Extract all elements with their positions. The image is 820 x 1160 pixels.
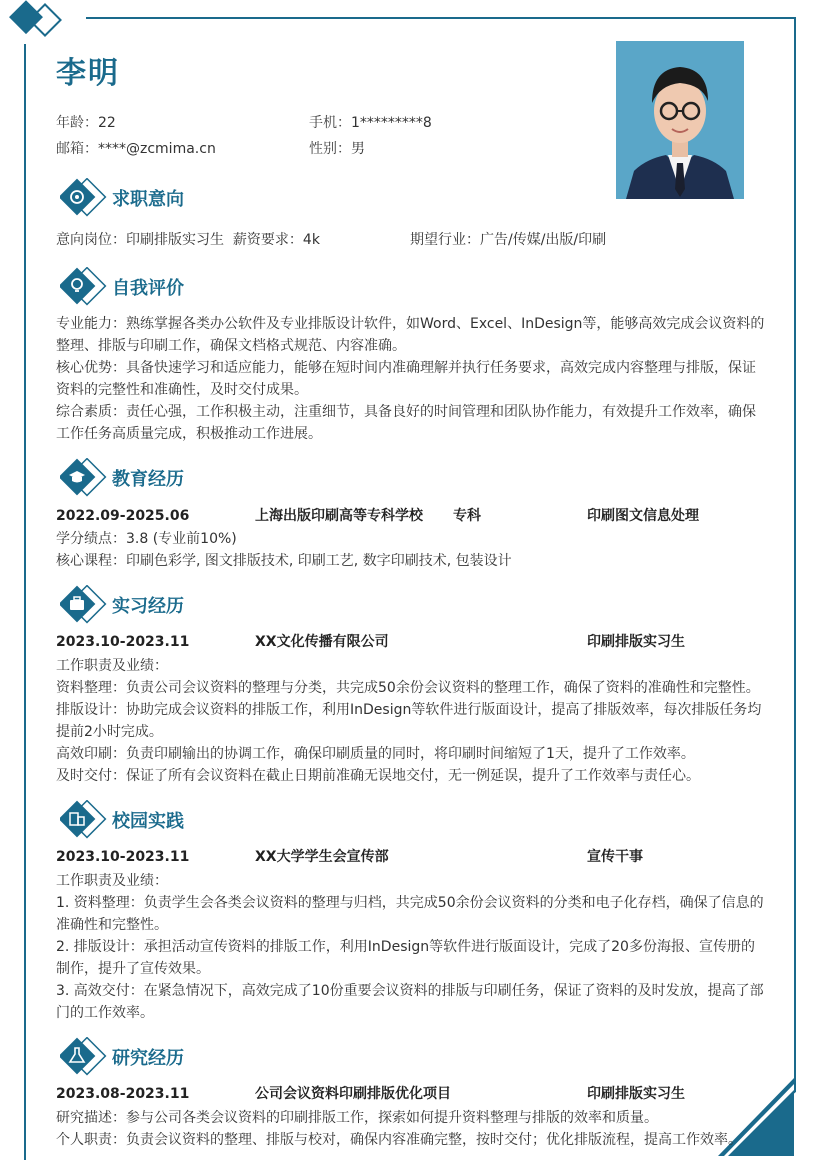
person-portrait-icon [616,41,744,199]
internship-intro: 工作职责及业绩： [56,658,168,674]
gender-value: 男 [351,141,365,157]
education-gpa: 学分绩点：3.8 (专业前10%) [56,531,237,547]
section-title-research: 研究经历 [112,1048,184,1069]
lightbulb-icon [60,267,108,307]
internship-item: 排版设计：协助完成会议资料的排版工作，利用InDesign等软件进行版面设计，提高了排版效率，每次排版任务均提前2小时完成。 [56,702,762,740]
frame-left-line [24,44,26,1160]
industry-label: 期望行业： [410,232,480,248]
email-label: 邮箱： [56,141,98,157]
salary-label: 薪资要求： [232,232,303,248]
campus-item: 1. 资料整理：负责学生会各类会议资料的整理与归档，共完成50余份会议资料的分类和电子化存档，确保了信息的准确性和完整性。 [56,895,764,933]
education-degree: 专科 [453,508,481,524]
profile-photo [616,41,744,199]
campus-intro: 工作职责及业绩： [56,873,168,889]
internship-body [56,655,768,787]
self-eval-paragraph: 综合素质：责任心强，工作积极主动，注重细节，具备良好的时间管理和团队协作能力，有效提升工作效率，确保工作任务高质量完成，积极推动工作进展。 [56,404,756,442]
education-major: 印刷图文信息处理 [587,508,699,524]
industry-value: 广告/传媒/出版/印刷 [480,232,607,248]
section-title-campus: 校园实践 [112,811,184,832]
position-value: 印刷排版实习生 [126,232,224,248]
gender-label: 性别： [309,141,351,157]
section-header-research [60,1038,184,1076]
age-value: 22 [98,115,116,131]
phone-value: 1*********8 [351,115,432,131]
section-title-education: 教育经历 [112,469,184,490]
email-value: ****@zcmima.cn [98,141,216,157]
self-eval-paragraph: 核心优势：具备快速学习和适应能力，能够在短时间内准确理解并执行任务要求，高效完成内容整理与排版，保证资料的完整性和准确性，及时交付成果。 [56,360,756,398]
gender-field [309,138,365,158]
section-title-objective: 求职意向 [112,189,184,210]
section-header-education [60,459,184,497]
section-title-internship: 实习经历 [112,596,184,617]
campus-body [56,870,768,1024]
internship-company: XX文化传播有限公司 [255,634,389,650]
flask-icon [60,1037,108,1077]
campus-item: 3. 高效交付：在紧急情况下，高效完成了10份重要会议资料的排版与印刷任务，保证了资料的及时发放，提高了部门的工作效率。 [56,983,764,1021]
internship-item: 高效印刷：负责印刷输出的协调工作，确保印刷质量的同时，将印刷时间缩短了1天，提升了工作效率。 [56,746,695,762]
target-icon [60,178,108,218]
email-field [56,138,216,158]
section-header-objective [60,179,184,217]
candidate-name: 李明 [56,56,120,91]
phone-label: 手机： [309,115,351,131]
research-item: 个人职责：负责会议资料的整理、排版与校对，确保内容准确完整，按时交付；优化排版流程，提高工作效率。 [56,1132,742,1148]
age-label: 年龄： [56,115,98,131]
frame-right-line [794,17,796,1160]
briefcase-icon [60,585,108,625]
research-item: 研究描述：参与公司各类会议资料的印刷排版工作，探索如何提升资料整理与排版的效率和质量。 [56,1110,658,1126]
section-title-self-eval: 自我评价 [112,278,184,299]
section-header-campus [60,801,184,839]
internship-period: 2023.10-2023.11 [56,634,190,650]
section-header-internship [60,586,184,624]
research-period: 2023.08-2023.11 [56,1086,190,1102]
internship-item: 资料整理：负责公司会议资料的整理与分类，共完成50余份会议资料的整理工作，确保了资料的准确性和完整性。 [56,680,760,696]
campus-period: 2023.10-2023.11 [56,849,190,865]
education-period: 2022.09-2025.06 [56,508,190,524]
phone-field [309,112,432,132]
education-courses: 核心课程：印刷色彩学, 图文排版技术, 印刷工艺, 数字印刷技术, 包装设计 [56,553,512,569]
education-school: 上海出版印刷高等专科学校 [255,508,423,524]
objective-position-salary [56,229,320,251]
self-eval-body [56,313,768,445]
self-eval-paragraph: 专业能力：熟练掌握各类办公软件及专业排版设计软件，如Word、Excel、InDesign等，能够高效完成会议资料的整理、排版与印刷工作，确保文档格式规范、内容准确。 [56,316,765,354]
graduation-cap-icon [60,458,108,498]
research-project: 公司会议资料印刷排版优化项目 [255,1086,451,1102]
campus-org: XX大学学生会宣传部 [255,849,389,865]
frame-top-line [86,17,796,19]
section-header-self-eval [60,268,184,306]
corner-diamond-decoration [6,0,86,50]
internship-item: 及时交付：保证了所有会议资料在截止日期前准确无误地交付，无一例延误，提升了工作效率与责任心。 [56,768,700,784]
objective-industry [410,229,606,251]
campus-role: 宣传干事 [587,849,643,865]
salary-value: 4k [302,232,320,248]
campus-item: 2. 排版设计：承担活动宣传资料的排版工作，利用InDesign等软件进行版面设计，完成了20多份海报、宣传册的制作，提升了宣传效果。 [56,939,755,977]
building-icon [60,800,108,840]
age-field [56,112,116,132]
research-role: 印刷排版实习生 [587,1086,685,1102]
position-label: 意向岗位： [56,232,126,248]
internship-role: 印刷排版实习生 [587,634,685,650]
research-body [56,1107,768,1160]
